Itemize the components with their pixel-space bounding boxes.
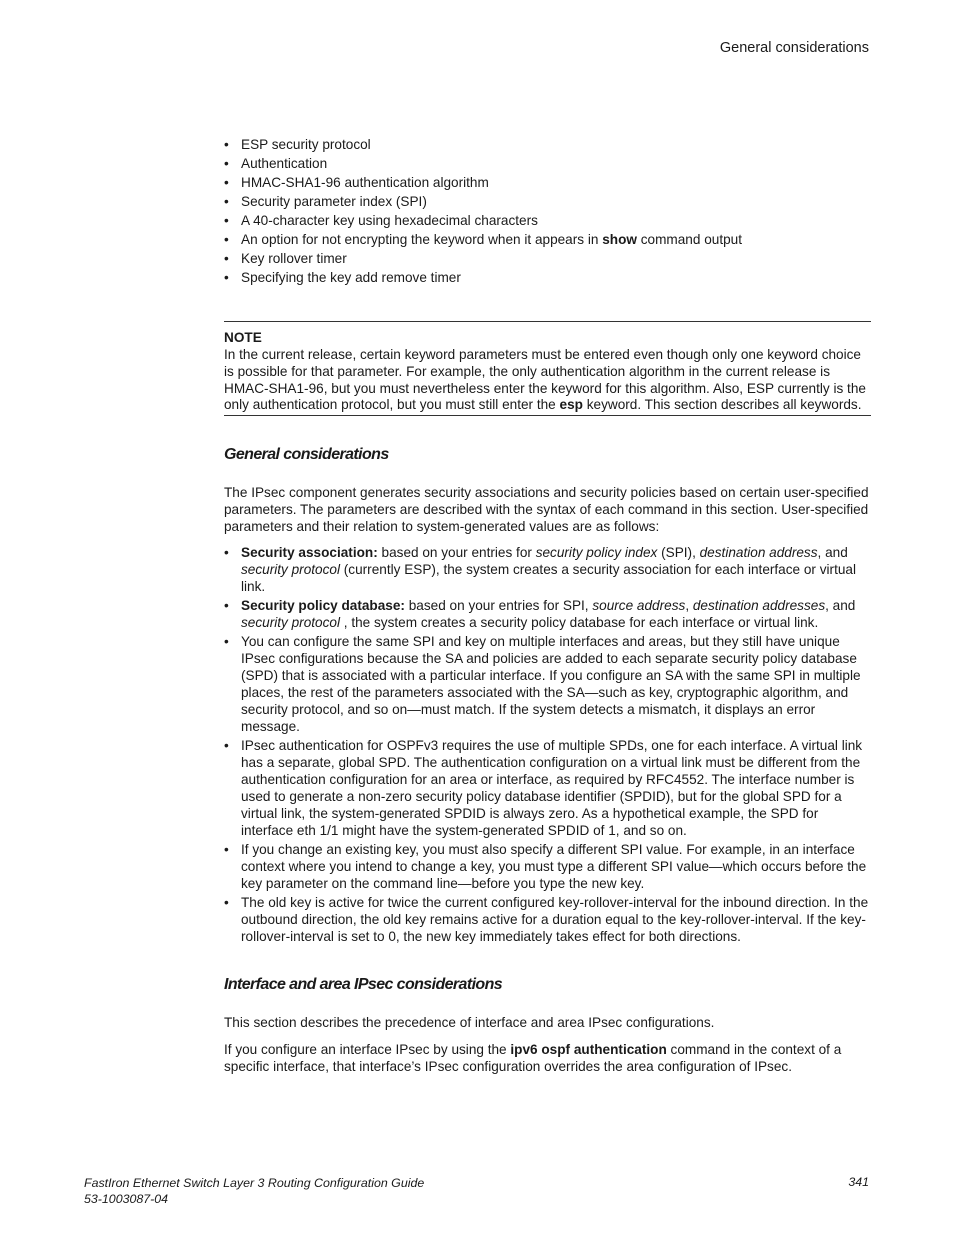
list-item: • IPsec authentication for OSPFv3 requires the use of multiple SPDs, one for each interface. A virtual link has a separate, global SPD. The authentication configuration on a virtual link must be different from the authentication configuration for an area or interface, as required by RFC4552. The interface number is used to generate a non-zero security policy database identifier (SPDID), but for the global SPD for a virtual link, the system-generated SPDID is always zero. As a hypothetical example, the SPD for interface eth 1/1 might have the system-generated SPDID of 1, and so on. bbox=[224, 737, 871, 839]
item-text: (SPI), bbox=[657, 545, 700, 561]
list-item: • If you change an existing key, you must also specify a different SPI value. For example, in an interface context where you intend to change a key, you must type a different SPI value—which occurs before the key parameter on the command line—before you type the new key. bbox=[224, 841, 871, 892]
note-label: NOTE bbox=[224, 330, 262, 345]
list-item: • Key rollover timer bbox=[224, 250, 871, 269]
paragraph-text: If you configure an interface IPsec by using the bbox=[224, 1042, 511, 1058]
considerations-list bbox=[224, 544, 871, 945]
interface-paragraph-1: This section describes the precedence of interface and area IPsec configurations. bbox=[224, 1015, 715, 1031]
list-item-text: An option for not encrypting the keyword when it appears in bbox=[241, 232, 599, 247]
page-content bbox=[224, 136, 871, 1075]
term-security-policy-database: Security policy database: bbox=[241, 598, 405, 614]
running-header: General considerations bbox=[719, 40, 869, 56]
footer-title: FastIron Ethernet Switch Layer 3 Routing Configuration Guide bbox=[84, 1176, 425, 1190]
item-text: , bbox=[685, 598, 693, 614]
item-text: based on your entries for bbox=[377, 545, 536, 561]
item-text: , and bbox=[825, 598, 856, 614]
param-name: security policy index bbox=[535, 545, 658, 561]
section-heading-interface: Interface and area IPsec considerations bbox=[224, 976, 503, 994]
term-security-association: Security association: bbox=[241, 545, 378, 561]
show-keyword: show bbox=[602, 232, 637, 247]
ipsec-parameters-list bbox=[224, 136, 871, 288]
list-item-text: command output bbox=[636, 232, 743, 247]
list-item bbox=[224, 597, 871, 631]
list-item bbox=[224, 544, 871, 595]
paragraph-text: command in the context of a specific interface, that interface’s IPsec configuration overrides the area configuration of IPsec. bbox=[224, 1042, 842, 1075]
param-name: security protocol bbox=[241, 562, 340, 578]
note-text: In the current release, certain keyword parameters must be entered even though only one keyword choice is possible for that parameter. For example, the only authentication algorithm in the current release is HMAC-SHA1-96, but you must nevertheless enter the keyword for this algorithm. Also, ESP currently is the only authentication protocol, but you must still enter the bbox=[224, 347, 866, 413]
list-item: • HMAC-SHA1-96 authentication algorithm bbox=[224, 174, 871, 193]
param-name: destination addresses bbox=[692, 598, 826, 614]
page-number: 341 bbox=[848, 1175, 869, 1189]
interface-paragraph-2 bbox=[224, 1041, 871, 1075]
list-item: • ESP security protocol bbox=[224, 136, 871, 155]
item-text: (currently ESP), the system creates a security association for each interface or virtual link. bbox=[241, 562, 856, 595]
command-name: ipv6 ospf authentication bbox=[510, 1042, 667, 1058]
item-text: , and bbox=[817, 545, 848, 561]
note-box bbox=[224, 321, 871, 416]
note-text: keyword. This section describes all keywords. bbox=[582, 397, 862, 413]
general-intro: The IPsec component generates security associations and security policies based on certain user-specified parameters. The parameters are described with the syntax of each command in this section. User-specified parameters and their relation to system-generated values are as follows: bbox=[224, 485, 869, 535]
footer-doc-info bbox=[84, 1175, 424, 1207]
section-heading-general: General considerations bbox=[224, 446, 389, 464]
list-item: • You can configure the same SPI and key on multiple interfaces and areas, but they still have unique IPsec configurations because the SA and policies are added to each separate security policy database (SPD) that is associated with a particular interface. If you configure an SA with the same SPI in multiple places, the rest of the parameters associated with the SA—such as key, cryptographic algorithm, and security protocol, and so on—must match. If the system detects a mismatch, it displays an error message. bbox=[224, 633, 871, 735]
list-item bbox=[224, 231, 871, 250]
note-body bbox=[224, 347, 871, 414]
param-name: destination address bbox=[699, 545, 818, 561]
list-item: • Authentication bbox=[224, 155, 871, 174]
list-item: • The old key is active for twice the current configured key-rollover-interval for the inbound direction. In the outbound direction, the old key remains active for a duration equal to the key-rollover-interval. If the key-rollover-interval is set to 0, the new key immediately takes effect for both directions. bbox=[224, 894, 871, 945]
item-text: , the system creates a security policy database for each interface or virtual link. bbox=[339, 615, 819, 631]
esp-keyword: esp bbox=[559, 397, 583, 413]
param-name: source address bbox=[592, 598, 686, 614]
list-item: • Security parameter index (SPI) bbox=[224, 193, 871, 212]
item-text: based on your entries for SPI, bbox=[404, 598, 593, 614]
param-name: security protocol bbox=[241, 615, 340, 631]
list-item: • Specifying the key add remove timer bbox=[224, 269, 871, 288]
list-item: • A 40-character key using hexadecimal characters bbox=[224, 212, 871, 231]
footer-doc-number: 53-1003087-04 bbox=[84, 1192, 169, 1206]
